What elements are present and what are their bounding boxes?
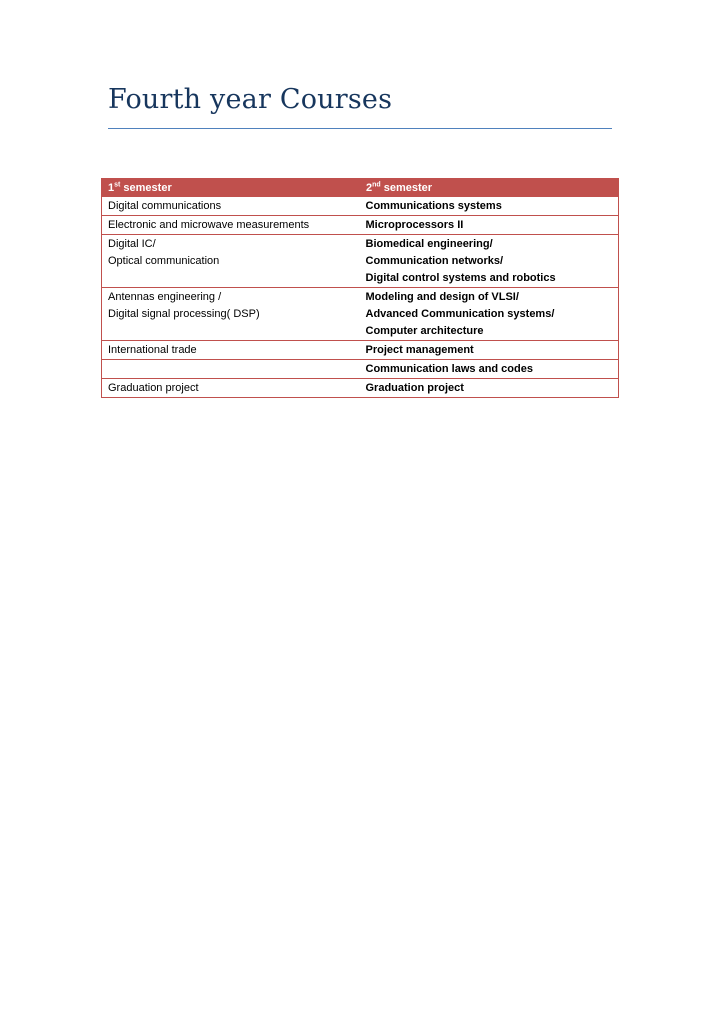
course-name: Digital communications <box>108 200 222 212</box>
table-header-row <box>102 179 619 197</box>
courses-table <box>101 178 619 398</box>
first-semester-cell <box>102 235 360 288</box>
course-name: Communications systems <box>365 200 502 212</box>
second-semester-cell <box>360 360 619 379</box>
course-name: Microprocessors II <box>365 219 464 231</box>
course-name: Modeling and design of VLSI/ <box>365 291 519 303</box>
course-name: Electronic and microwave measurements <box>108 219 310 231</box>
header-ordinal-suffix: st <box>114 180 121 188</box>
course-name: Communication laws and codes <box>365 363 533 375</box>
page-title: Fourth year Courses <box>108 84 393 115</box>
first-semester-cell <box>102 288 360 341</box>
course-name: Optical communication <box>108 255 220 267</box>
course-name: Project management <box>365 344 474 356</box>
course-name: Computer architecture <box>365 325 484 337</box>
first-semester-cell <box>102 216 360 235</box>
header-number: 1 <box>108 181 115 194</box>
course-name: Digital signal processing( DSP) <box>108 308 260 320</box>
second-semester-cell <box>360 341 619 360</box>
header-number: 2 <box>366 181 373 194</box>
course-name: Antennas engineering / <box>108 291 222 303</box>
course-name: Graduation project <box>365 382 464 394</box>
course-name: Communication networks/ <box>365 255 504 267</box>
course-name: International trade <box>108 344 197 356</box>
header-label: semester <box>120 181 172 194</box>
title-underline <box>108 128 612 129</box>
table-row <box>102 197 619 216</box>
course-name: Digital IC/ <box>108 238 156 250</box>
second-semester-cell <box>360 235 619 288</box>
course-name: Graduation project <box>108 382 199 394</box>
header-first-semester <box>102 179 360 197</box>
second-semester-cell <box>360 197 619 216</box>
table-row <box>102 235 619 288</box>
second-semester-cell <box>360 379 619 398</box>
table-row <box>102 379 619 398</box>
first-semester-cell <box>102 341 360 360</box>
course-name <box>108 361 354 378</box>
header-second-semester <box>360 179 619 197</box>
header-ordinal-suffix: nd <box>372 180 381 188</box>
course-name: Advanced Communication systems/ <box>365 308 555 320</box>
table-row <box>102 341 619 360</box>
first-semester-cell <box>102 379 360 398</box>
table-row <box>102 288 619 341</box>
first-semester-cell <box>102 197 360 216</box>
second-semester-cell <box>360 216 619 235</box>
first-semester-cell <box>102 360 360 379</box>
course-name: Biomedical engineering/ <box>365 238 493 250</box>
second-semester-cell <box>360 288 619 341</box>
header-label: semester <box>380 181 433 194</box>
table-row <box>102 216 619 235</box>
course-name: Digital control systems and robotics <box>365 272 556 284</box>
table-row <box>102 360 619 379</box>
